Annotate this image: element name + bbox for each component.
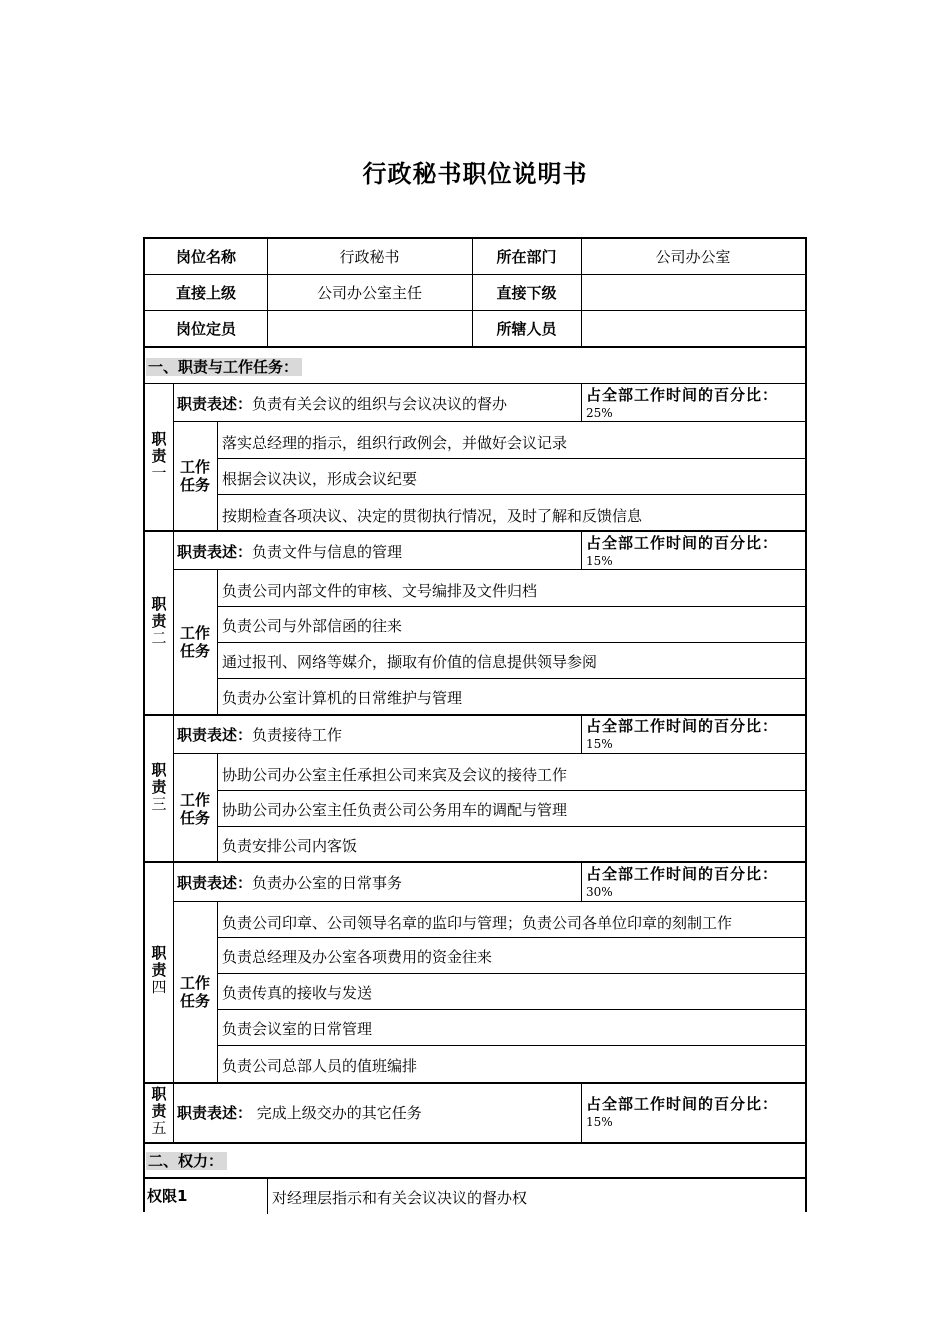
post-name-value: 行政秘书 [339,248,400,266]
col-divider [217,421,218,530]
quota-label: 岗位定员 [175,320,236,338]
duty-5-name: 职 责 五 [151,1085,167,1137]
duty-4-task-label: 工作 任务 [179,974,210,1010]
superior-value: 公司办公室主任 [316,284,422,302]
superior-label: 直接上级 [175,284,236,302]
duty-1-task-1: 落实总经理的指示，组织行政例会，并做好会议记录 [222,434,568,452]
page-title: 行政秘书职位说明书 [362,160,588,188]
post-name-label: 岗位名称 [175,248,236,266]
duty-3-task-label: 工作 任务 [179,791,210,827]
duty-3-task-2: 协助公司办公室主任负责公司公务用车的调配与管理 [222,801,568,819]
duty-2-desc: 职责表述：负责文件与信息的管理 [177,543,403,561]
subordinate-label: 直接下级 [496,284,557,302]
duty-1-name: 职 责 一 [151,430,167,482]
duty-4-task-2: 负责总经理及办公室各项费用的资金往来 [222,948,493,966]
duty-2-task-1: 负责公司内部文件的审核、文号编排及文件归档 [222,582,538,600]
duty-1-task-3: 按期检查各项决议、决定的贯彻执行情况，及时了解和反馈信息 [222,507,643,525]
duty-1-pct-label: 占全部工作时间的百分比： [586,386,779,404]
row-divider [145,274,805,275]
col-divider [173,383,174,1142]
duty-5-desc: 职责表述： 完成上级交办的其它任务 [177,1104,422,1122]
job-description-table [143,237,807,1212]
duty-4-pct-label: 占全部工作时间的百分比： [586,865,779,883]
duty-3-name: 职 责 三 [151,761,167,813]
duty-1-pct-value: 25% [586,406,613,420]
duty-1-desc: 职责表述：负责有关会议的组织与会议决议的督办 [177,395,508,413]
duty-2-task-3: 通过报刊、网络等媒介，撷取有价值的信息提供领导参阅 [222,653,598,671]
duty-4-task-4: 负责会议室的日常管理 [222,1020,373,1038]
duty-3-pct-label: 占全部工作时间的百分比： [586,717,779,735]
staff-label: 所辖人员 [496,320,557,338]
duty-2-task-4: 负责办公室计算机的日常维护与管理 [222,689,463,707]
dept-label: 所在部门 [496,248,557,266]
row-divider [145,383,805,384]
duty-2-pct-label: 占全部工作时间的百分比： [586,534,779,552]
duty-2-task-label: 工作 任务 [179,624,210,660]
duty-2-pct-value: 15% [586,554,613,568]
duty-1-task-2: 根据会议决议，形成会议纪要 [222,470,418,488]
section-divider [145,346,805,348]
section-heading-duties: 一、职责与工作任务： [146,358,302,376]
duty-2-name: 职 责 二 [151,595,167,647]
duty-3-desc: 职责表述：负责接待工作 [177,726,343,744]
duty-4-task-1: 负责公司印章、公司领导名章的监印与管理；负责公司各单位印章的刻制工作 [222,914,733,932]
duty-5-pct-value: 15% [586,1115,613,1129]
duty-4-pct-value: 30% [586,885,613,899]
authority-1-label: 权限1 [147,1187,188,1205]
duty-3-task-3: 负责安排公司内客饭 [222,837,358,855]
duty-4-task-5: 负责公司总部人员的值班编排 [222,1057,418,1075]
duty-4-name: 职 责 四 [151,944,167,996]
duty-4-task-3: 负责传真的接收与发送 [222,984,373,1002]
duty-3-task-1: 协助公司办公室主任承担公司来宾及会议的接待工作 [222,766,568,784]
section-heading-authority: 二、权力： [146,1152,227,1170]
authority-1-text: 对经理层指示和有关会议决议的督办权 [272,1189,528,1207]
duty-4-desc: 职责表述：负责办公室的日常事务 [177,874,403,892]
dept-value: 公司办公室 [655,248,731,266]
duty-3-pct-value: 15% [586,737,613,751]
duty-2-task-2: 负责公司与外部信函的往来 [222,617,403,635]
duty-5-pct-label: 占全部工作时间的百分比： [586,1095,779,1113]
row-divider [145,310,805,311]
duty-1-task-label: 工作 任务 [179,458,210,494]
col-divider [581,383,582,421]
